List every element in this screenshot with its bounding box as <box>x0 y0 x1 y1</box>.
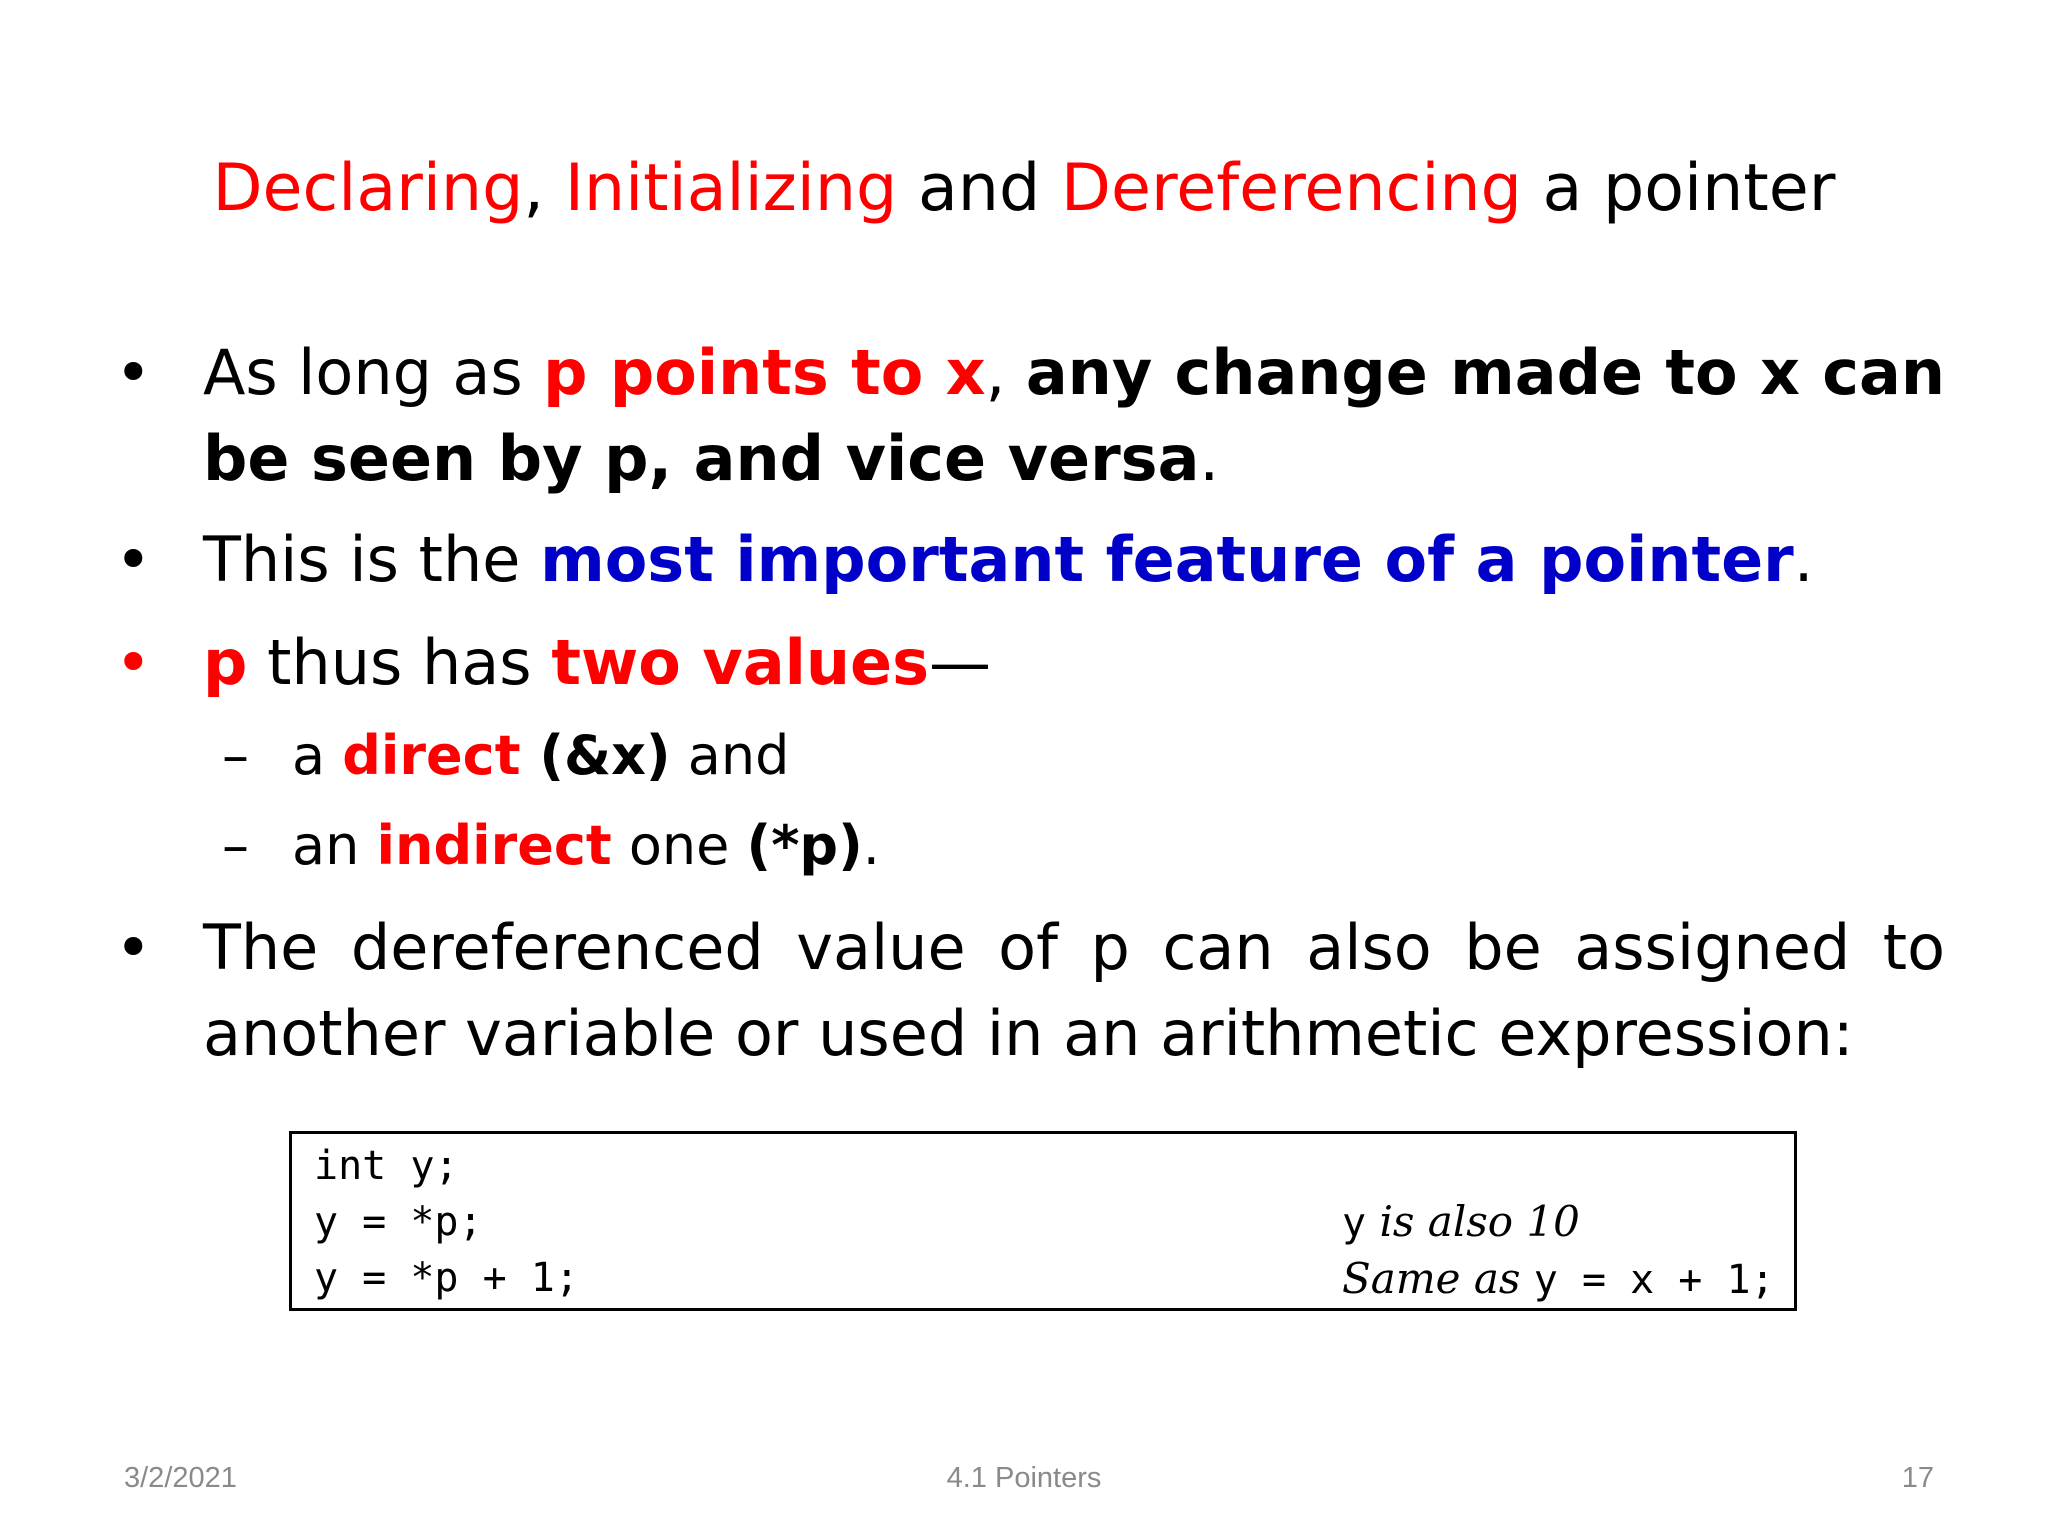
code-lines <box>314 1138 579 1306</box>
code-line-1: int y; <box>314 1143 459 1189</box>
bullet-dot: • <box>115 523 152 596</box>
b1-highlight: p points to x <box>543 336 986 409</box>
title-initializing: Initializing <box>564 151 898 226</box>
s2-t1: an <box>292 814 377 877</box>
code-comment-2 <box>1342 1251 1775 1308</box>
s2-t5: . <box>862 814 880 877</box>
title-tail: a pointer <box>1521 151 1836 226</box>
bullet-4-text: The dereferenced value of p can also be assigned to another variable or used in an arithmetic expression: <box>203 911 1945 1070</box>
s2-t3: one <box>611 814 747 877</box>
comment-1-italic: is also 10 <box>1366 1197 1580 1246</box>
sub-dash: – <box>222 814 249 877</box>
sub-1-text <box>292 716 789 796</box>
bullet-2-text <box>203 517 1945 603</box>
b3-dash: — <box>929 626 992 699</box>
title-dereferencing: Dereferencing <box>1060 151 1522 226</box>
code-line-3: y = *p + 1; <box>314 1255 579 1301</box>
b2-t1: This is the <box>203 523 541 596</box>
title-sep2: and <box>897 151 1061 226</box>
bullet-1-text <box>203 330 1945 502</box>
sub-dash: – <box>222 724 249 787</box>
footer-date: 3/2/2021 <box>124 1462 237 1494</box>
code-box <box>289 1131 1797 1311</box>
b1-t3: , <box>985 336 1026 409</box>
code-line-2: y = *p; <box>314 1199 483 1245</box>
bullet-dot: • <box>115 911 152 984</box>
footer-page-number: 17 <box>1901 1462 1934 1494</box>
code-comments <box>1342 1194 1775 1308</box>
b2-t3: . <box>1793 523 1814 596</box>
title-sep1: , <box>523 151 565 226</box>
s1-direct: direct <box>342 724 521 787</box>
sub-2-text <box>292 806 880 886</box>
slide-title <box>0 150 2048 228</box>
comment-1-code: y <box>1342 1200 1367 1246</box>
s2-deref: (*p) <box>746 814 863 877</box>
comment-2-code: y = x + 1; <box>1533 1257 1775 1303</box>
footer-title: 4.1 Pointers <box>946 1462 1102 1494</box>
s1-t4: and <box>670 724 790 787</box>
b3-t2: thus has <box>247 626 552 699</box>
s1-t1: a <box>292 724 343 787</box>
s2-indirect: indirect <box>376 814 612 877</box>
title-declaring: Declaring <box>212 151 524 226</box>
bullet-dot-red: • <box>115 626 152 699</box>
b3-two-values: two values <box>551 626 930 699</box>
comment-2-italic: Same as <box>1342 1254 1534 1303</box>
code-comment-1 <box>1342 1194 1775 1251</box>
b1-t1: As long as <box>203 336 544 409</box>
b1-t5: . <box>1199 422 1220 495</box>
s1-addr: (&x) <box>520 724 671 787</box>
b3-p: p <box>203 626 248 699</box>
b1-bold: any change made to x can be seen by p, and vice versa <box>203 336 1945 495</box>
bullet-3-text <box>203 620 1945 706</box>
b2-highlight: most important feature of a pointer <box>540 523 1794 596</box>
bullet-dot: • <box>115 336 152 409</box>
